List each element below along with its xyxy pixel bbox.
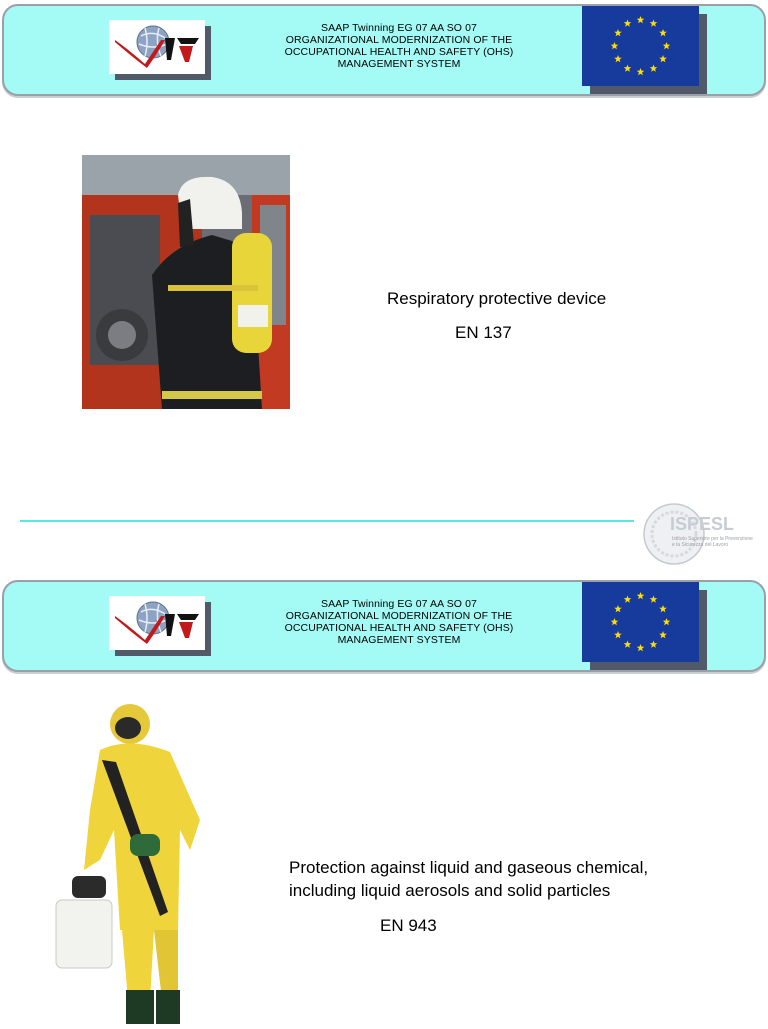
eu-star-icon <box>614 29 622 36</box>
eu-star-icon <box>624 65 632 72</box>
banner-text <box>234 22 564 70</box>
eu-star-icon <box>659 55 667 62</box>
eu-star-icon <box>659 29 667 36</box>
slide1-title: Respiratory protective device <box>387 289 607 308</box>
eu-star-icon <box>650 595 658 602</box>
eu-star-icon <box>659 605 667 612</box>
slide1-standard: EN 137 <box>455 323 512 342</box>
slide2-line1: Protection against liquid and gaseous chemical, <box>289 858 649 877</box>
banner-line1: SAAP Twinning EG 07 AA SO 07 <box>321 598 477 610</box>
header-banner <box>2 4 766 96</box>
slide2-line2: including liquid aerosols and solid particles <box>289 881 611 900</box>
eu-star-icon <box>659 631 667 638</box>
eu-star-icon <box>614 605 622 612</box>
eu-flag <box>582 6 699 86</box>
eu-star-icon <box>637 592 645 599</box>
slide2-standard: EN 943 <box>380 916 437 935</box>
eu-flag <box>582 582 699 662</box>
firefighter-photo <box>82 155 290 409</box>
eu-star-icon <box>624 19 632 26</box>
eu-star-icon <box>650 641 658 648</box>
chemical-suit-photo <box>50 700 210 1024</box>
eu-star-icon <box>611 618 619 625</box>
eu-star-icon <box>614 631 622 638</box>
ispesl-subtitle2: e la Sicurezza del Lavoro <box>672 542 729 548</box>
banner-line3: OCCUPATIONAL HEALTH AND SAFETY (OHS) <box>284 46 514 58</box>
slide-divider <box>20 520 634 522</box>
banner-line4: MANAGEMENT SYSTEM <box>337 58 461 70</box>
eu-star-icon <box>663 42 671 49</box>
saap-logo <box>109 20 205 74</box>
saap-logo <box>109 596 205 650</box>
header-banner-2 <box>2 580 766 672</box>
eu-star-icon <box>614 55 622 62</box>
eu-star-icon <box>624 641 632 648</box>
banner-text <box>234 598 564 646</box>
eu-star-icon <box>637 16 645 23</box>
ispesl-subtitle1: Istituto Superiore per la Prevenzione <box>672 536 753 542</box>
eu-star-icon <box>637 68 645 75</box>
eu-star-icon <box>624 595 632 602</box>
ispesl-logo <box>640 496 766 570</box>
eu-star-icon <box>637 644 645 651</box>
eu-star-icon <box>663 618 671 625</box>
eu-star-icon <box>611 42 619 49</box>
banner-line1: SAAP Twinning EG 07 AA SO 07 <box>321 22 477 34</box>
eu-star-icon <box>650 19 658 26</box>
banner-line4: MANAGEMENT SYSTEM <box>337 634 461 646</box>
banner-line2: ORGANIZATIONAL MODERNIZATION OF THE <box>285 610 513 622</box>
banner-line2: ORGANIZATIONAL MODERNIZATION OF THE <box>285 34 513 46</box>
ispesl-wordmark: ISPESL <box>670 514 735 534</box>
eu-star-icon <box>650 65 658 72</box>
banner-line3: OCCUPATIONAL HEALTH AND SAFETY (OHS) <box>284 622 514 634</box>
